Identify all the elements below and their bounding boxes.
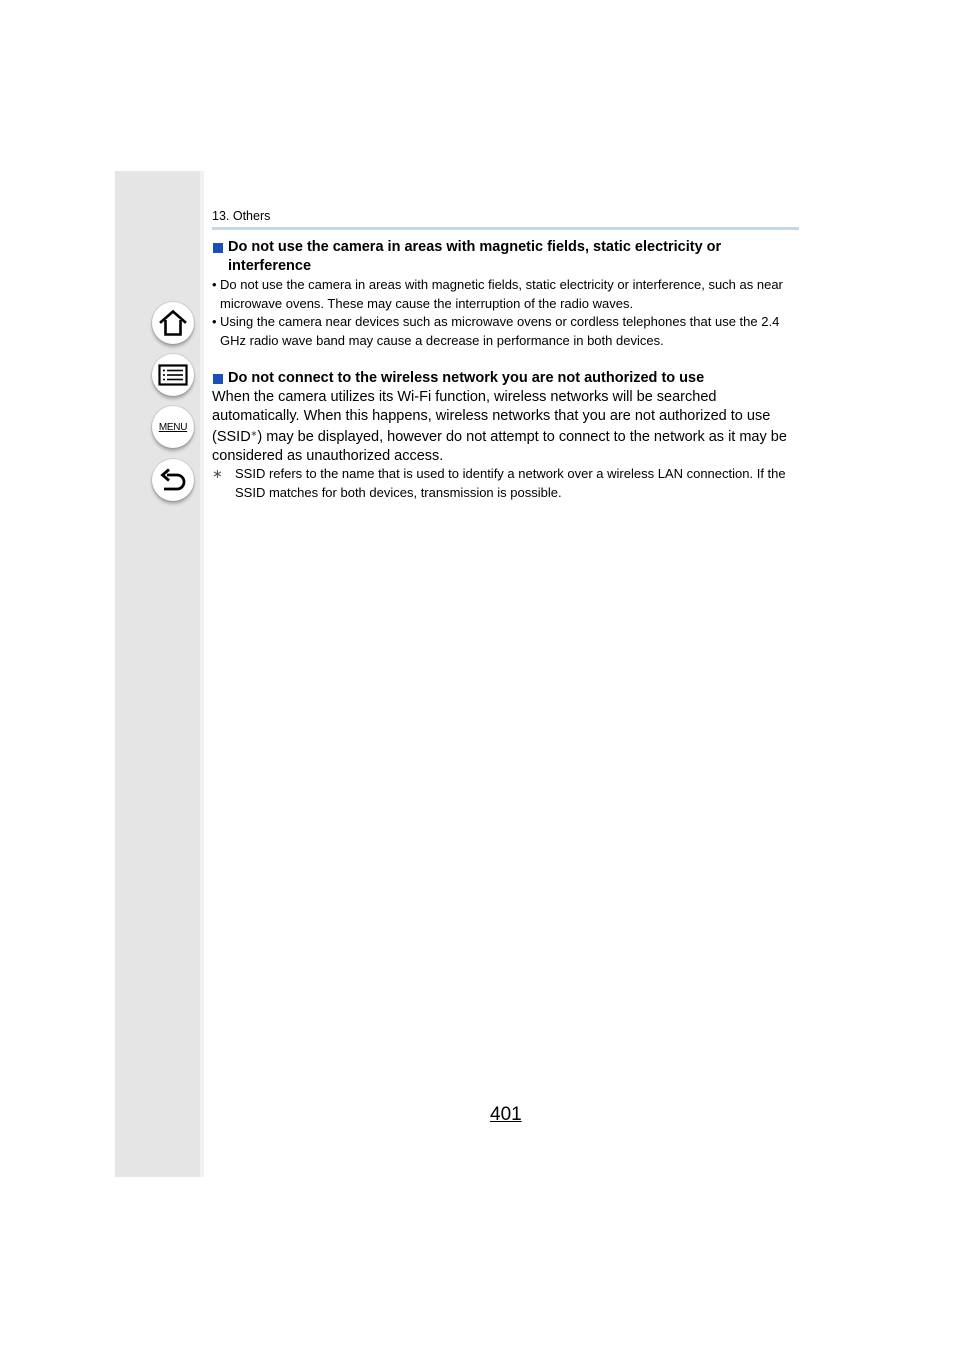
bullet-text: Using the camera near devices such as microwave ovens or cordless telephones that use the 2.4 GHz radio wave band may cause a decrease in performance in both devices. [220,314,780,348]
heading-text: Do not connect to the wireless network you are not authorized to use [228,370,705,386]
body-text-after: ) may be displayed, however do not attempt to connect to the network as it may be considered as unauthorized access. [212,429,787,464]
footnote-text: SSID refers to the name that is used to identify a network over a wireless LAN connection. If the SSID matches for both devices, transmission is possible. [235,466,786,500]
bullet-text: Do not use the camera in areas with magnetic fields, static electricity or interference, such as near microwave ovens. These may cause the interruption of the radio waves. [220,277,783,311]
footnote [212,465,802,502]
section-heading-magnetic-fields [212,238,802,276]
bullet-item [212,276,802,313]
home-icon [158,309,188,337]
home-button[interactable] [152,302,194,344]
menu-button[interactable] [152,406,194,448]
bullet-item [212,313,802,350]
body-text-before: When the camera utilizes its Wi-Fi function, wireless networks will be searched automatically. When this happens, wireless networks that you are not authorized to use (SSID [212,389,771,445]
page-content [212,238,802,502]
heading-text: Do not use the camera in areas with magnetic fields, static electricity or interference [228,239,722,274]
body-paragraph [212,388,802,465]
bullet-dot: • [212,314,217,329]
section-heading-unauthorized-network [212,369,802,388]
list-icon [158,364,188,386]
header-rule [212,227,799,230]
back-button[interactable] [152,459,194,501]
footnote-reference-mark: ∗ [250,429,258,438]
sidebar-edge [200,171,204,1177]
page-number: 401 [490,1104,522,1125]
contents-list-button[interactable] [152,354,194,396]
section-label: 13. Others [212,209,271,223]
bullet-dot: • [212,277,217,292]
return-arrow-icon [158,467,188,493]
footnote-mark: ∗ [212,466,223,481]
heading-square-icon [213,243,223,253]
menu-label: MENU [158,421,188,433]
heading-square-icon [213,374,223,384]
